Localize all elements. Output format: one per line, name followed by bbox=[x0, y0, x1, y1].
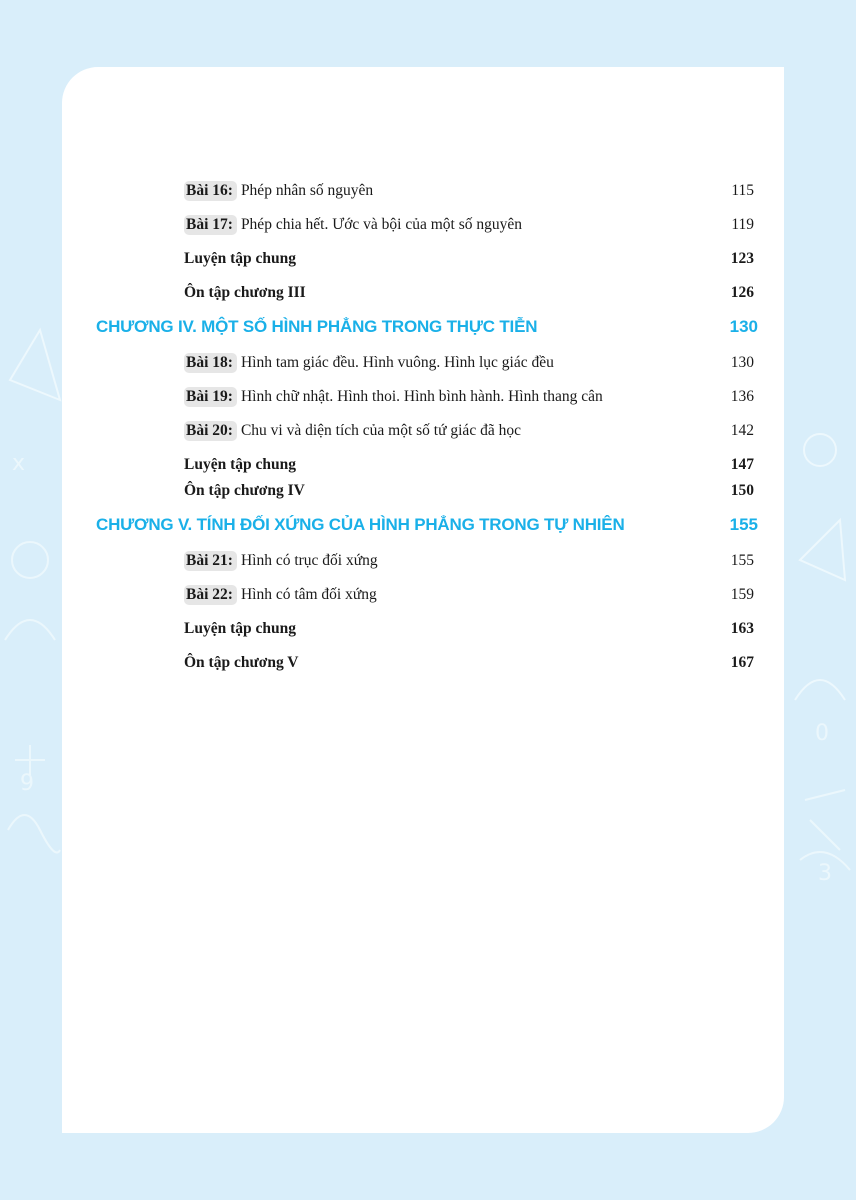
page-number: 163 bbox=[730, 620, 754, 637]
section-title: Luyện tập chung bbox=[184, 250, 296, 267]
page-number: 115 bbox=[731, 182, 754, 199]
section-title: Luyện tập chung bbox=[184, 620, 296, 637]
section-entry bbox=[184, 246, 754, 272]
section-entry bbox=[184, 452, 754, 478]
page-number: 130 bbox=[730, 354, 754, 371]
lesson-badge: Bài 17: bbox=[184, 215, 237, 235]
lesson-entry bbox=[184, 418, 754, 444]
section-entry bbox=[184, 616, 754, 642]
section-title: Luyện tập chung bbox=[184, 456, 296, 473]
page-sheet bbox=[62, 67, 784, 1133]
chapter-page-number: 130 bbox=[729, 317, 758, 336]
lesson-badge: Bài 19: bbox=[184, 387, 237, 407]
lesson-entry bbox=[184, 548, 754, 574]
chapter-title: CHƯƠNG IV. MỘT SỐ HÌNH PHẲNG TRONG THỰC TIỄN bbox=[96, 317, 538, 336]
svg-text:x: x bbox=[12, 451, 26, 476]
lesson-badge: Bài 16: bbox=[184, 181, 237, 201]
section-title: Ôn tập chương V bbox=[184, 654, 299, 671]
page-number: 136 bbox=[730, 388, 754, 405]
chapter-heading bbox=[96, 314, 758, 340]
lesson-badge: Bài 21: bbox=[184, 551, 237, 571]
lesson-entry bbox=[184, 582, 754, 608]
lesson-title: Hình tam giác đều. Hình vuông. Hình lục giác đều bbox=[240, 354, 554, 371]
lesson-title: Hình chữ nhật. Hình thoi. Hình bình hành. Hình thang cân bbox=[240, 388, 603, 405]
section-entry bbox=[184, 280, 754, 306]
section-title: Ôn tập chương IV bbox=[184, 482, 305, 499]
lesson-title: Phép nhân số nguyên bbox=[240, 182, 374, 199]
lesson-badge: Bài 18: bbox=[184, 353, 237, 373]
lesson-title: Hình có tâm đối xứng bbox=[240, 586, 377, 603]
page-number: 142 bbox=[730, 422, 754, 439]
svg-text:9: 9 bbox=[20, 771, 34, 796]
page-number: 123 bbox=[730, 250, 754, 267]
chapter-heading bbox=[96, 512, 758, 538]
lesson-entry bbox=[184, 350, 754, 376]
page-number: 159 bbox=[730, 586, 754, 603]
lesson-title: Phép chia hết. Ước và bội của một số nguyên bbox=[240, 216, 523, 233]
section-entry bbox=[184, 478, 754, 504]
page-number: 150 bbox=[730, 482, 754, 499]
page-number: 167 bbox=[730, 654, 754, 671]
svg-text:3: 3 bbox=[818, 861, 832, 886]
lesson-badge: Bài 20: bbox=[184, 421, 237, 441]
section-title: Ôn tập chương III bbox=[184, 284, 306, 301]
section-entry bbox=[184, 650, 754, 676]
page-number: 147 bbox=[730, 456, 754, 473]
page-number: 155 bbox=[730, 552, 754, 569]
chapter-title: CHƯƠNG V. TÍNH ĐỐI XỨNG CỦA HÌNH PHẲNG TRONG TỰ NHIÊN bbox=[96, 515, 625, 534]
lesson-title: Chu vi và diện tích của một số tứ giác đã học bbox=[240, 422, 521, 439]
chapter-page-number: 155 bbox=[729, 515, 758, 534]
lesson-entry bbox=[184, 384, 754, 410]
lesson-entry bbox=[184, 212, 754, 238]
lesson-entry bbox=[184, 178, 754, 204]
page-number: 119 bbox=[731, 216, 754, 233]
lesson-badge: Bài 22: bbox=[184, 585, 237, 605]
lesson-title: Hình có trục đối xứng bbox=[240, 552, 378, 569]
page-number: 126 bbox=[730, 284, 754, 301]
svg-text:0: 0 bbox=[815, 721, 829, 746]
